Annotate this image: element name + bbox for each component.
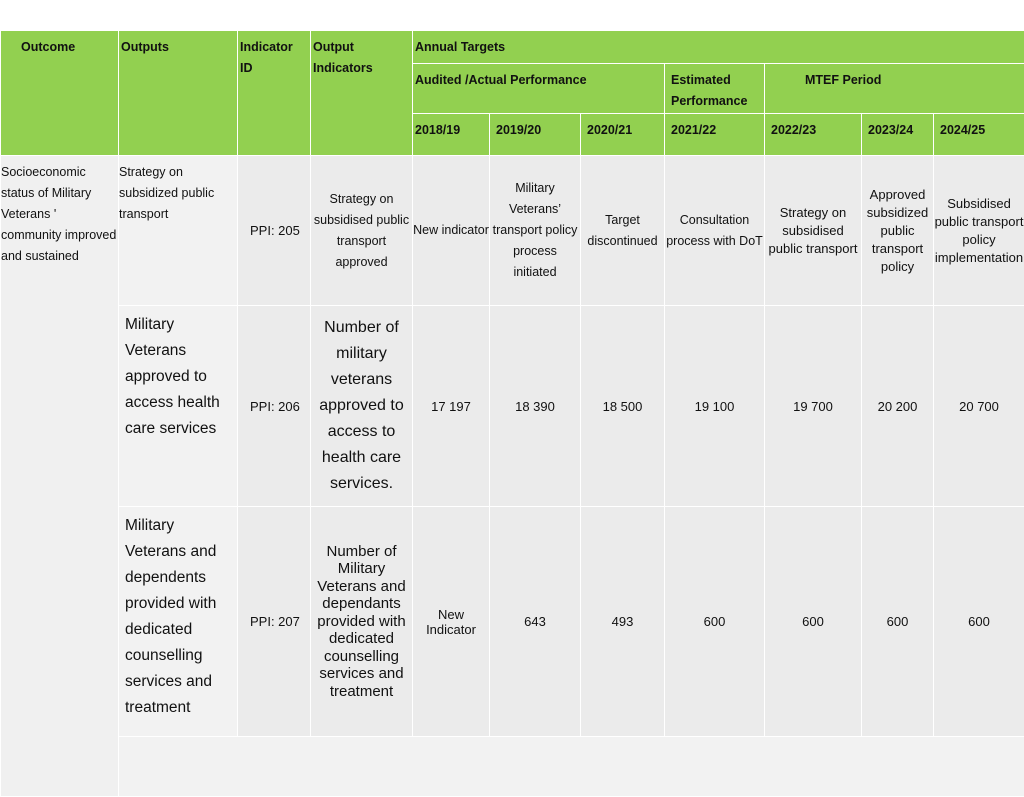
header-year: 2020/21 (581, 114, 665, 156)
value-cell: New Indicator (413, 507, 490, 737)
value-cell: 17 197 (413, 306, 490, 507)
header-outcome: Outcome (1, 31, 119, 156)
indicator-id-cell: PPI: 205 (238, 156, 311, 306)
value-cell: 20 700 (934, 306, 1024, 507)
value-cell: 600 (862, 507, 934, 737)
annual-targets-table (0, 30, 1024, 797)
value-cell: 600 (765, 507, 862, 737)
header-year: 2021/22 (665, 114, 765, 156)
table-row (1, 507, 1024, 737)
header-year: 2022/23 (765, 114, 862, 156)
value-cell: 19 700 (765, 306, 862, 507)
header-year: 2024/25 (934, 114, 1024, 156)
value-cell: Military Veterans’ transport policy process initiated (490, 156, 581, 306)
indicator-cell: Number of military veterans approved to access to health care services. (311, 306, 413, 507)
header-estimated: Estimated Performance (665, 64, 765, 114)
value-cell: 493 (581, 507, 665, 737)
value-cell: 600 (665, 507, 765, 737)
value-cell: 18 500 (581, 306, 665, 507)
header-year: 2023/24 (862, 114, 934, 156)
header-mtef: MTEF Period (765, 64, 1024, 114)
output-cell: Military Veterans and dependents provided with dedicated counselling services and treatment (119, 507, 238, 737)
value-cell: 18 390 (490, 306, 581, 507)
value-cell: Target discontinued (581, 156, 665, 306)
value-cell: Strategy on subsidised public transport (765, 156, 862, 306)
value-cell: 20 200 (862, 306, 934, 507)
value-cell: 19 100 (665, 306, 765, 507)
outcome-cell: Socioeconomic status of Military Veterans ' community improved and sustained (1, 156, 119, 797)
table-row (1, 156, 1024, 306)
output-cell: Strategy on subsidized public transport (119, 156, 238, 306)
header-outputs: Outputs (119, 31, 238, 156)
value-cell: Approved subsidized public transport policy (862, 156, 934, 306)
header-indicator-id: Indicator ID (238, 31, 311, 156)
header-year: 2019/20 (490, 114, 581, 156)
value-cell: 600 (934, 507, 1024, 737)
value-cell: New indicator (413, 156, 490, 306)
header-output-indicators: Output Indicators (311, 31, 413, 156)
header-audited: Audited /Actual Performance (413, 64, 665, 114)
table-row-empty (1, 737, 1024, 797)
value-cell: 643 (490, 507, 581, 737)
output-cell: Military Veterans approved to access health care services (119, 306, 238, 507)
top-margin (0, 0, 1024, 30)
value-cell: Subsidised public transport policy implementation (934, 156, 1024, 306)
table-row (1, 306, 1024, 507)
value-cell: Consultation process with DoT (665, 156, 765, 306)
empty-cell (119, 737, 1024, 797)
indicator-cell: Strategy on subsidised public transport approved (311, 156, 413, 306)
header-year: 2018/19 (413, 114, 490, 156)
indicator-cell: Number of Military Veterans and dependants provided with dedicated counselling services and treatment (311, 507, 413, 737)
header-annual-targets: Annual Targets (413, 31, 1024, 64)
indicator-id-cell: PPI: 207 (238, 507, 311, 737)
indicator-id-cell: PPI: 206 (238, 306, 311, 507)
